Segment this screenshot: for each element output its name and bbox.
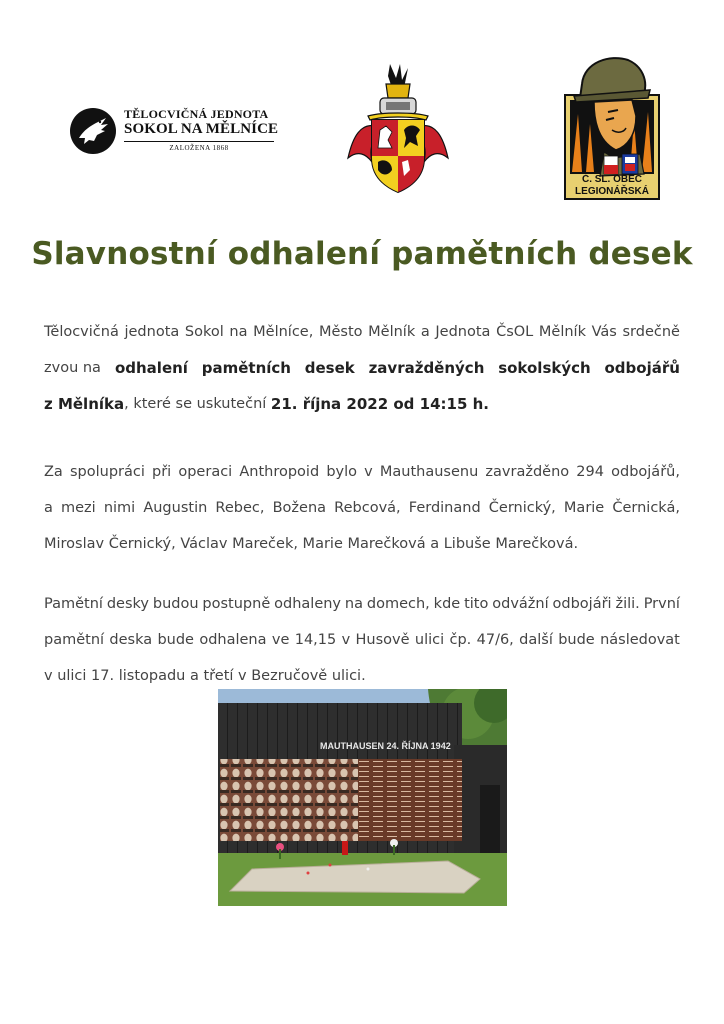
word: Ferdinand [408,500,481,516]
page-title: Slavnostní odhalení pamětních desek [31,236,693,272]
word: a [44,500,53,516]
word: ulici [414,632,445,648]
word: Jednota [435,324,491,340]
word: Vás [591,324,617,340]
word: spolupráci [69,464,145,480]
word: kde [433,596,461,612]
word: odhalena [199,632,267,648]
legion-logo [564,54,660,200]
word: 47/6, [476,632,514,648]
word: odbojářů, [611,464,680,480]
event-date: 21. října 2022 od 14:15 h. [270,395,489,413]
word: zavražděných [368,359,485,377]
word: jednota [124,324,180,340]
word: pamětní [44,632,105,648]
sokol-name-line1: TĚLOCVIČNÁ JEDNOTA [124,107,269,121]
word: čp. [449,632,472,648]
paragraph-line [44,622,680,658]
word: Mauthausenu [379,464,479,480]
word: Pamětní [44,596,103,612]
word: odhaleny [274,596,342,612]
word: žili. [615,596,640,612]
divider [124,141,274,142]
word: deska [109,632,153,648]
coat-of-arms-icon [342,58,454,196]
falcon-icon [70,108,116,154]
paragraph-locations [44,586,680,694]
word: odbojáři [552,596,612,612]
paragraph-line: v ulici 17. listopadu a třetí v Bezručově ulici. [44,668,366,684]
word: Marie [563,500,605,516]
word: srdečně [622,324,680,340]
word: odhalení [114,359,188,377]
word: ČsOL [496,324,534,340]
paragraph-line [44,454,680,490]
bold-words [115,350,680,386]
paragraph-line [44,386,680,422]
word: na [229,324,248,340]
paragraph-history [44,454,680,562]
word: ve [271,632,290,648]
word: na [344,596,363,612]
word: další [519,632,553,648]
word: Božena [272,500,327,516]
word: Mělník [538,324,586,340]
word: Augustin [143,500,208,516]
sokol-founded: ZALOŽENA 1868 [169,144,229,152]
word: mezi [61,500,96,516]
word: budou [152,596,199,612]
word: bylo [326,464,357,480]
word: v [364,464,373,480]
legion-name-line1: Č. SL. OBEC [581,174,642,185]
word: odbojářů [604,359,680,377]
bold-text: z Mělníka [44,395,125,413]
paragraph-invitation [44,314,680,422]
word: postupně [202,596,271,612]
word: Rebcová, [334,500,401,516]
sokol-name-line2: SOKOL NA MĚLNÍCE [124,121,279,137]
paragraph-line [44,490,680,526]
word: v [341,632,351,648]
paragraph-line [44,350,680,386]
word: Anthropoid [239,464,320,480]
word: sokolských [498,359,591,377]
word: odvážní [492,596,549,612]
text-span: zvou na [44,360,101,376]
word: 14,15 [294,632,337,648]
word: a [420,324,430,340]
word: zavražděno [485,464,570,480]
sokol-logo [70,104,285,164]
word: tito [464,596,489,612]
word: Město [318,324,363,340]
word: Tělocvičná [44,324,119,340]
word: Mělník [368,324,416,340]
legion-name-line2: LEGIONÁŘSKÁ [575,186,649,197]
paragraph-line [44,586,680,622]
word: operaci [178,464,233,480]
word: Černická, [612,500,680,516]
text-span: , které se uskuteční [124,396,267,412]
word: Za [44,464,63,480]
memorial-photo [218,689,507,906]
word: desek [304,359,355,377]
word: pamětních [201,359,291,377]
word: při [152,464,172,480]
word: bude [558,632,595,648]
word: Rebec, [215,500,265,516]
word: 294 [576,464,604,480]
word: desky [106,596,149,612]
word: bude [157,632,194,648]
word: nimi [103,500,136,516]
word: Černický, [488,500,556,516]
paragraph-line [44,314,680,350]
word: následovat [600,632,680,648]
word: Mělníce, [253,324,314,340]
photo-caption: MAUTHAUSEN 24. ŘÍJNA 1942 [320,741,451,751]
word: První [643,596,680,612]
paragraph-line: Miroslav Černický, Václav Mareček, Marie Marečková a Libuše Marečková. [44,536,579,552]
word: Husově [355,632,410,648]
word: domech, [366,596,430,612]
word: Sokol [184,324,224,340]
